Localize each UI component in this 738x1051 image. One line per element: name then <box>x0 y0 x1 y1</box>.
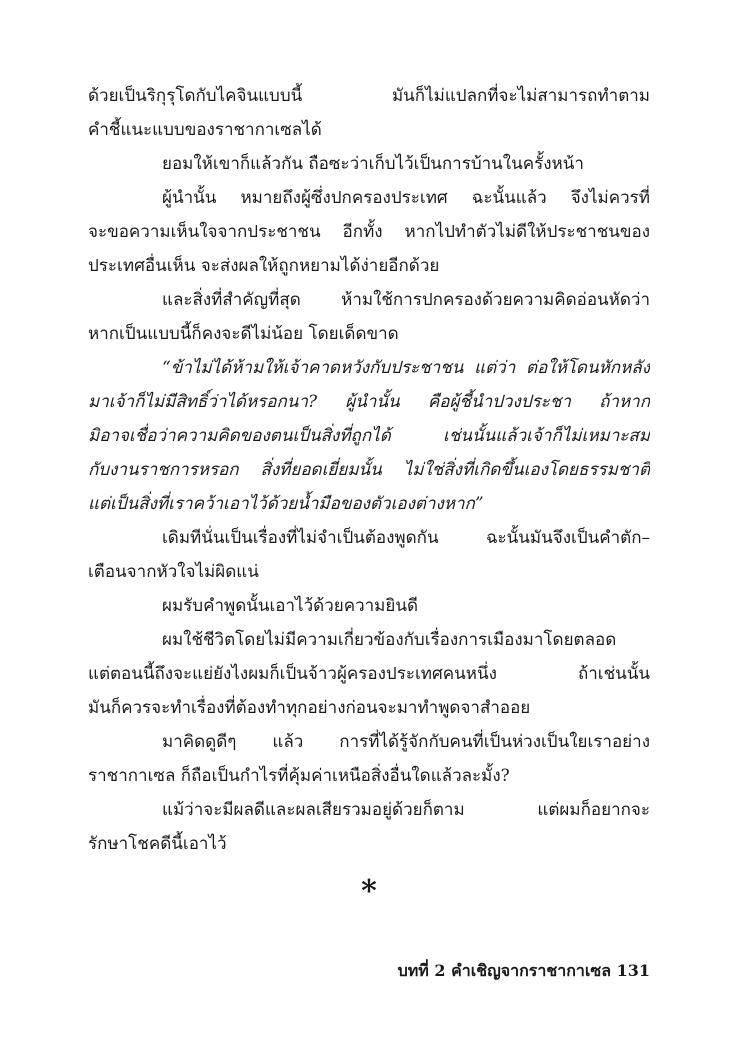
text-line: มันก็ควรจะทำเรื่องที่ต้องทำทุกอย่างก่อนจะมาทำพูดจาสำออย <box>88 698 531 718</box>
text-line: คำชี้แนะแบบของราชากาเซลได้ <box>88 120 322 140</box>
page-footer: บทที่ 2 คำเชิญจากราชากาเซล 131 <box>397 961 650 980</box>
text-line: ราชากาเซล ก็ถือเป็นกำไรที่คุ้มค่าเหนือสิ่งอื่นใดแล้วละมั้ง? <box>88 766 510 786</box>
text-line: แต่ตอนนี้ถึงจะแย่ยังไงผมก็เป็นจ้าวผู้ครองประเทศคนหนึ่ง ถ้าเช่นนั้น <box>88 664 650 684</box>
text-line: ผมใช้ชีวิตโดยไม่มีความเกี่ยวข้องกับเรื่องการเมืองมาโดยตลอด <box>162 630 617 650</box>
text-line: ผมรับคำพูดนั้นเอาไว้ด้วยความยินดี <box>162 596 418 616</box>
text-line: เดิมทีนั่นเป็นเรื่องที่ไม่จำเป็นต้องพูดกัน ฉะนั้นมันจึงเป็นคำตัก– <box>162 528 650 548</box>
text-line: แต่เป็นสิ่งที่เราคว้าเอาไว้ด้วยน้ำมือของตัวเองต่างหาก” <box>88 494 484 514</box>
text-line: มาคิดดูดีๆ แล้ว การที่ได้รู้จักกับคนที่เป็นห่วงเป็นใยเราอย่าง <box>162 732 650 752</box>
text-line: และสิ่งที่สำคัญที่สุด ห้ามใช้การปกครองด้วยความคิดอ่อนหัดว่า <box>162 290 650 310</box>
text-line: มิอาจเชื่อว่าความคิดของตนเป็นสิ่งที่ถูกได้ เช่นนั้นแล้วเจ้าก็ไม่เหมาะสม <box>88 426 650 446</box>
section-separator: * <box>361 874 377 909</box>
text-line: มาเจ้าก็ไม่มีสิทธิ์ว่าได้หรอกนา? ผู้นำนั้น คือผู้ชี้นำปวงประชา ถ้าหาก <box>88 392 650 412</box>
text-line: จะขอความเห็นใจจากประชาชน อีกทั้ง หากไปทำตัวไม่ดีให้ประชาชนของ <box>88 222 650 242</box>
text-line: ยอมให้เขาก็แล้วกัน ถือซะว่าเก็บไว้เป็นการบ้านในครั้งหน้า <box>162 154 584 174</box>
text-line: กับงานราชการหรอก สิ่งที่ยอดเยี่ยมนั้น ไม่ใช่สิ่งที่เกิดขึ้นเองโดยธรรมชาติ <box>88 460 650 480</box>
text-line: หากเป็นแบบนี้ก็คงจะดีไม่น้อย โดยเด็ดขาด <box>88 324 399 344</box>
text-line: เตือนจากหัวใจไม่ผิดแน่ <box>88 562 259 582</box>
text-line: ด้วยเป็นริกุรุโดกับไคจินแบบนี้ มันก็ไม่แปลกที่จะไม่สามารถทำตาม <box>88 86 650 106</box>
text-line: แม้ว่าจะมีผลดีและผลเสียรวมอยู่ด้วยก็ตาม แต่ผมก็อยากจะ <box>162 800 650 820</box>
text-line: ประเทศอื่นเห็น จะส่งผลให้ถูกหยามได้ง่ายอีกด้วย <box>88 256 440 276</box>
text-line: “ข้าไม่ได้ห้ามให้เจ้าคาดหวังกับประชาชน แต่ว่า ต่อให้โดนหักหลัง <box>162 358 650 378</box>
text-line: รักษาโชคดีนี้เอาไว้ <box>88 834 227 854</box>
text-line: ผู้นำนั้น หมายถึงผู้ซึ่งปกครองประเทศ ฉะนั้นแล้ว จึงไม่ควรที่ <box>162 188 650 208</box>
page-body <box>88 79 650 861</box>
